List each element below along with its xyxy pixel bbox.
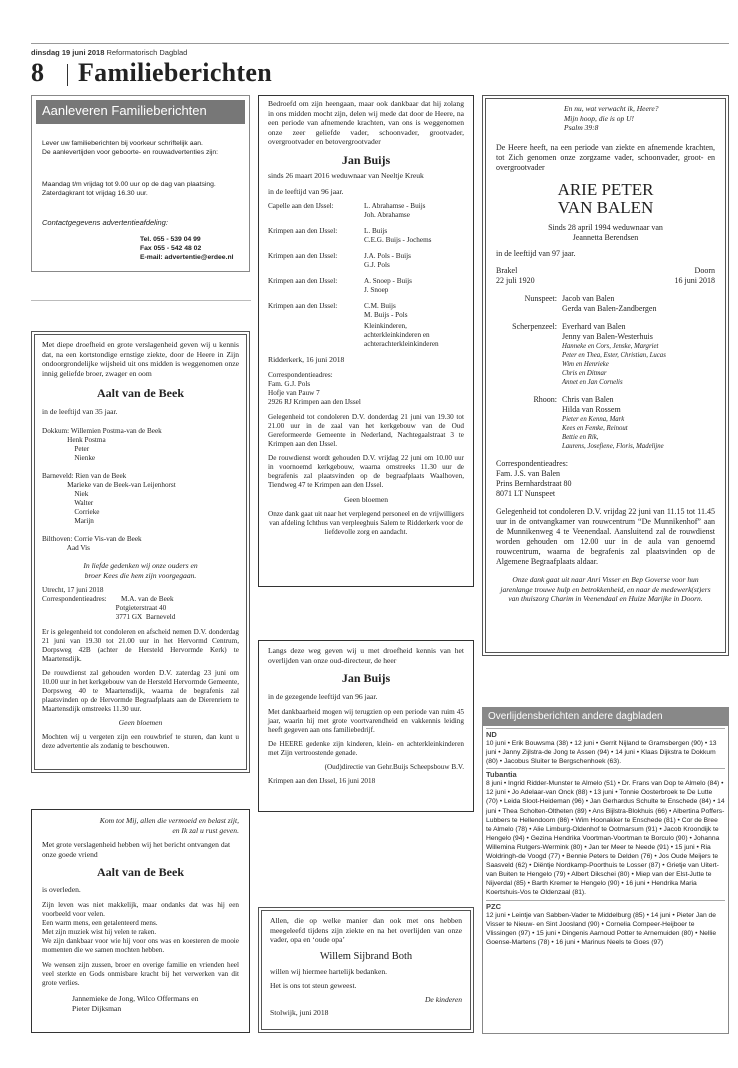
arie-thanks: Onze dank gaat uit naar Anri Visser en Bep Goverse voor hun jarenlange trouwe hulp en betrokkenheid, en naar de medewerk(st)ers van thuiszorg Charim in Veenendaal en Huize Marijke in Doorn. [500,575,711,604]
jan1-family-place: Krimpen aan den IJssel: [268,302,338,311]
aalt1-family: Dokkum: Willemien Postma-van de Beek Henk Postma Peter Nienke Barneveld: Rien van de Beek Marieke van de Beek-van Leijenhorst Niek Walter Corrieke Marijn Bilthoven: Corrie Vis-van de Beek Aad Vis [42,426,176,552]
arie-family-place: Scherpenzeel: [512,322,557,332]
arie-family-grandchildren: Pieter en Kenna, Mark Kees en Femke, Reinout Bettie en Rik, Laurens, Josefiene, Floris, Madelijne [562,416,664,451]
top-rule [31,43,729,44]
arie-family-place: Nunspeet: [524,294,557,304]
jan1-intro: Bedroefd om zijn heengaan, maar ook dankbaar dat hij zolang in ons midden mocht zijn, delen wij mede dat door de Heere, na een periode van afnemende krachten, van ons is weggenomen onze zeer geliefde vader, schoonvader, grootvader, overgrootvader en betovergrootvader [268,99,464,147]
aalt-notice-2 [31,809,250,1033]
arie-intro: De Heere heeft, na een periode van ziekte en afnemende krachten, tot Zich genomen onze zorgzame vader, schoonvader, groot- en overgrootvader [496,142,715,172]
aanleveren-contact-label: Contactgegevens advertentieafdeling: [42,218,168,227]
jan1-since: sinds 26 maart 2016 weduwnaar van Neeltje Kreuk [268,170,424,180]
overlijden-group-name: Tubantia [486,768,725,779]
separator-1 [31,300,251,301]
willem-sign: De kinderen [424,994,462,1004]
aalt2-quote: Kom tot Mij, allen die vermoeid en belast zijt, en Ik zal u rust geven. [99,816,239,835]
aalt1-name: Aalt van de Beek [97,386,184,401]
jan2-wish: De HEERE gedenke zijn kinderen, klein- en achterkleinkinderen met Zijn vertroostende genade. [268,739,464,757]
overlijden-box [482,707,729,1034]
jan1-family-names: C.M. Buijs M. Buijs - Pols [364,302,408,320]
jan1-place: Ridderkerk, 16 juni 2018 [268,355,345,365]
aanleveren-box [31,95,250,272]
jan2-intro: Langs deze weg geven wij u met droefheid kennis van het overlijden van onze oud-directeur, de heer [268,646,464,665]
willem-intro: Allen, die op welke manier dan ook met ons hebben meegeleefd tijdens zijn ziekte en na het overlijden van onze vader, opa en ‘oude opa’ [270,916,462,945]
aalt2-intro: Met grote verslagenheid hebben wij het bericht ontvangen dat onze goede vriend [42,840,231,859]
header-line [31,48,187,57]
jan-buijs-notice-2 [258,640,474,812]
willem-name: Willem Sijbrand Both [319,950,413,962]
section-title: Familieberichten [78,58,272,87]
arie-died-date: 16 juni 2018 [674,276,715,286]
aalt1-quote: In liefde gedenken wij onze ouders en broer Kees die hem zijn voorgegaan. [83,560,198,580]
jan1-family-names: J.A. Pols - Buijs G.J. Pols [364,252,411,270]
jan1-family-row [268,227,464,245]
arie-condole: Gelegenheid tot condoleren D.V. vrijdag 22 juni van 11.15 tot 11.45 uur in de ontvangkamer van rouwcentrum “De Munnikenhof” aan de Munnikenweg 4 te Veenendaal. Aansluitend zal de rouwdienst worden gehouden om 12.00 uur in de aula van genoemd rouwcentrum, waarna de begrafenis zal plaatsvinden op de Algemene Begraafplaats aldaar. [496,507,715,567]
arie-corr: Correspondentieadres: Fam. J.S. van Balen Prins Bernhardstraat 80 8071 LT Nunspeet [496,459,572,499]
jan1-thanks: Onze dank gaat uit naar het verplegend personeel en de vrijwilligers van afdeling Ichthus van verpleeghuis Salem te Ridderkerk voor de liefdevolle zorg en aandacht. [268,510,464,537]
jan2-place: Krimpen aan den IJssel, 16 juni 2018 [268,777,376,786]
overlijden-group-text: 8 juni • Ingrid Ridder-Munster te Almelo (51) • Dr. Frans van Dop te Almelo (84) • 12 juni • Jo Adelaar-van Onck (88) • 13 juni • Tonnie Oosterbroek te De Lutte (70) • Leida Sloot-Heideman (96) • Jan Gerhardus Schulte te Enschede (84) • 14 juni • Thea Scholten-Oltheten (89) • Ans Bijlstra-Blokhuis (66) • Albertina Poffers-Lubbers te Hellendoorn (86) • Wim Hoonakker te Enschede (81) • Cor de Bree te Almelo (78) • Alie Limburg-Oldenhof te Ootmarsum (91) • Jacob Kroondijk te Hengelo (94) • Gezina Hendrika Voortman-Voortman te Borculo (90) • Johanna Willemina Rutgers-Wermink (80) • Jan ter Meer te Neede (91) • 15 juni • Ria Woldringh-de Voogd (77) • Bennie Peters te Delden (76) • Jos Oude Meijers te Saasveld (62) • Diëntje Nordkamp-Poorthuis te Losser (87) • Grietje van Uitert-van Buiten te Hengelo (79) • Albert Dikschei (80) • Miep van der Elst-Jutte te Nijverdal (85) • Barth Kremer te Hengelo (90) • 16 juni • Hendrika Maria Koertshuis-Vos te Oldenzaal (81). [486,780,725,897]
jan1-family-row [268,202,464,220]
overlijden-group-text: 10 juni • Erik Bouwsma (38) • 12 juni • Gerrit Nijland te Gramsbergen (90) • 13 juni • Janny Zijlstra-de Jong te Assen (94) • 14 juni • Klaas Dijkstra te Dokkum (80) • Jacobus Sluiter te Bergschenhoek (63). [486,740,717,766]
aalt-notice-1 [31,331,250,773]
aanleveren-fax: Fax 055 - 542 48 02 [140,245,202,252]
jan1-family-place: Krimpen aan den IJssel: [268,252,338,261]
jan1-family-names: L. Buijs C.E.G. Buijs - Jochems [364,227,432,245]
jan1-family-row [268,252,464,270]
arie-dates [496,266,715,286]
jan1-corr: Correspondentieadres: Fam. G.J. Pols Hofje van Pauw 7 2926 RJ Krimpen aan den IJssel [268,370,361,406]
willem-notice [258,907,474,1033]
jan1-name: Jan Buijs [341,152,391,167]
willem-thanks: willen wij hiermee hartelijk bedanken. [270,966,388,976]
aalt1-age: in de leeftijd van 35 jaar. [42,407,118,417]
jan1-family-place: Krimpen aan den IJssel: [268,227,338,236]
arie-family-names: Everhard van Balen Jenny van Balen-Westerhuis [562,322,653,342]
aalt1-place: Utrecht, 17 juni 2018 Correspondentieadres: M.A. van de Beek Potgieterstraat 40 3771 GX Barneveld [42,586,176,622]
aalt2-body: Zijn leven was niet makkelijk, maar ondanks dat was hij een voorbeeld voor velen. Een warm mens, een getalenteerd mens. Met zijn muziek wist hij velen te raken. We zijn dankbaar voor wie hij voor ons was en koesteren de mooie momenten die we samen mochten hebben. [42,900,239,954]
overlijden-group-text: 12 juni • Leintje van Sabben-Vader te Middelburg (85) • 14 juni • Pieter Jan de Visser te Nieuw- en Sint Joosland (90) • Cornelia Compeer-Heijboer te Vlissingen (97) • 15 juni • Dingenis Aarnoud Potter te Arnemuiden (80) • Nellie Goense-Martens (78) • 16 juni • Marinus Neels te Goes (97) [486,911,717,946]
aalt1-service: De rouwdienst zal gehouden worden D.V. zaterdag 23 juni om 10.00 uur in het kerkgebouw van de Hersteld Hervormde Gemeente, Dorpsweg 40 te Maartensdijk, waarna de begrafenis zal plaatsvinden op de Hervormde Begraafplaats aan de Dierenriem te Maartensdijk omstreeks 11.30 uur. [42,669,239,714]
aalt1-flowers: Geen bloemen [118,718,163,728]
overlijden-title: Overlijdensberichten andere dagbladen [483,708,728,726]
jan1-kids: Kleinkinderen, achterkleinkinderen en achterachterkleinkinderen [364,322,439,349]
header-divider [67,64,68,86]
arie-family [496,294,715,451]
arie-family-row [496,294,715,314]
aalt1-note: Mochten wij u vergeten zijn een rouwbrief te sturen, dan kunt u deze advertentie als zodanig te beschouwen. [42,732,239,750]
jan2-body: Met dankbaarheid mogen wij terugzien op een periode van ruim 45 jaar, waarin hij met grote voortvarendheid en vakkennis leiding heeft gegeven aan ons familiebedrijf. [268,707,464,734]
jan1-family-place: Capelle aan den IJssel: [268,202,334,211]
jan1-family-row [268,302,464,320]
aalt2-name: Aalt van de Beek [97,865,184,880]
willem-place: Stolwijk, juni 2018 [270,1007,329,1017]
arie-born-place: Brakel [496,266,518,276]
aanleveren-intro: Lever uw familieberichten bij voorkeur schriftelijk aan. De aanlevertijden voor geboorte- en rouwadvertenties zijn: [42,140,219,156]
jan1-family-names: A. Snoep - Buijs J. Snoep [364,277,412,295]
arie-family-names: Chris van Balen Hilda van Rossem [562,395,621,415]
aanleveren-tel: Tel. 055 - 539 04 99 [140,236,201,243]
arie-family-place: Rhoon: [533,395,557,405]
jan2-name: Jan Buijs [341,671,391,686]
arie-family-names: Jacob van Balen Gerda van Balen-Zandbergen [562,294,657,314]
arie-notice [482,95,729,656]
arie-family-row [496,395,715,451]
jan1-family-place: Krimpen aan den IJssel: [268,277,338,286]
arie-died-place: Doorn [694,266,715,276]
header-paper: Reformatorisch Dagblad [106,48,188,57]
arie-name: ARIE PETER VAN BALEN [557,179,654,217]
arie-born-date: 22 juli 1920 [496,276,535,286]
arie-family-row [496,322,715,387]
jan2-dir: (Oud)directie van Gehr.Buijs Scheepsbouw B.V. [324,762,464,771]
jan1-age: in de leeftijd van 96 jaar. [268,186,344,196]
jan1-family-row [268,277,464,295]
aalt1-intro: Met diepe droefheid en grote verslagenheid geven wij u kennis dat, na een kortstondige ernstige ziekte, door de Heere in Zijn ondoorgrondelijke wijsheid uit ons midden is weggenomen onze innig geliefde broer, zwager en oom [42,340,239,378]
arie-age: in de leeftijd van 97 jaar. [496,248,576,258]
jan1-condole: Gelegenheid tot condoleren D.V. donderdag 21 juni van 19.30 tot 21.00 uur in de zaal van het kerkgebouw van de Oud Gereformeerde Gemeente in Nederland, Nachtegaalstraat 3 te Krimpen aan den IJssel. [268,412,464,448]
aanleveren-title: Aanleveren Familieberichten [36,100,245,124]
jan1-service: De rouwdienst wordt gehouden D.V. vrijdag 22 juni om 10.00 uur in voornoemd kerkgebouw, waarna omstreeks 11.30 uur de begrafenis zal plaatsvinden op de begraafplaats Waalhoven, Tiendweg 47 te Krimpen aan den IJssel. [268,453,464,489]
aalt1-condole: Er is gelegenheid tot condoleren en afscheid nemen D.V. donderdag 21 juni van 19.30 tot 21.00 uur in het Hervormd Centrum, Dorpsweg 42B (achter de Hersteld Hervormde Kerk) te Maartensdijk. [42,628,239,664]
arie-verse: En nu, wat verwacht ik, Heere? Mijn hoop, die is op U! Psalm 39:8 [564,104,659,133]
jan1-family-names: L. Abrahamse - Buijs Joh. Abrahamse [364,202,426,220]
aalt2-died: is overleden. [42,885,81,895]
overlijden-group-name: ND [486,728,725,739]
header-date: dinsdag 19 juni 2018 [31,48,105,57]
overlijden-group-name: PZC [486,900,725,911]
arie-since: Sinds 28 april 1994 weduwnaar van Jeannetta Berendsen [548,222,663,242]
arie-family-grandchildren: Hanneke en Cors, Jenske, Margriet Peter en Thea, Ester, Christian, Lucas Wim en Henrieke Chris en Ditmar Annet en Jan Cornelis [562,343,666,387]
page-number: 8 [31,58,44,87]
aanleveren-times: Maandag t/m vrijdag tot 9.00 uur op de dag van plaatsing. Zaterdagkrant tot vrijdag 16.30 uur. [42,181,216,197]
jan1-family [268,202,464,320]
overlijden-groups [483,728,728,947]
jan-buijs-notice-1 [258,95,474,587]
willem-comfort: Het is ons tot steun geweest. [270,981,357,991]
aalt2-wish: We wensen zijn zussen, broer en overige familie en vrienden heel veel sterkte en Gods onmisbare kracht bij het verwerken van dit grote verlies. [42,960,239,987]
aanleveren-email: E-mail: advertentie@erdee.nl [140,254,234,261]
jan2-age: in de gezegende leeftijd van 96 jaar. [268,692,378,702]
jan1-flowers: Geen bloemen [343,494,389,504]
aalt2-sign: Jannemieke de Jong, Wilco Offermans en Pieter Dijksman [72,993,199,1013]
